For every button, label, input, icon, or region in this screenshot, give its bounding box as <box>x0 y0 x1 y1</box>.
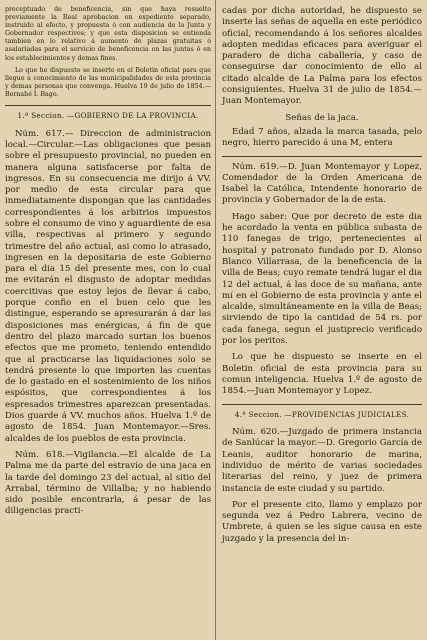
entry-618: Núm. 618.—Vigilancia.—El alcalde de La Palma me da parte del estravío de una jaca en la tarde del domingo 23 del actual, al sitio del Arrabal, término de Villalba; y no habiendo sido posible encontrarla, á pesar de las diligencias practi- <box>5 449 211 517</box>
entry-619: Núm. 619.—D. Juan Montemayor y Lopez, Comendador de la Orden Americana de Isabel la Católica, Intendente honorario de provincia y Gobernador de la de esta. <box>222 161 422 206</box>
entry-619-body: Hago saber: Que por decreto de este dia he acordado la venta en pública subasta de 110 fanegas de trigo, pertenecientes al hospital y patronato fundado por D. Alonso Blanco Villarrasa, de la beneficencia de la villa de Beas; cuyo remate tendrá lugar el dia 12 del actual, á las doce de su mañana, ante mí en el Gobierno de esta provincia y ante el alcalde, simultáneamente en la villa de Beas; sirviendo de tipo la cantidad de 54 rs. por cada fanega, segun el justiprecio verificado por los peritos. <box>222 211 422 347</box>
entry-619-closing: Lo que he dispuesto se inserte en el Boletin oficial de esta provincia para su comun inteligencia. Huelva 1.º de agosto de 1854.—Juan Montemayor y Lopez. <box>222 352 422 397</box>
section-heading-gobierno: 1.ª Seccion. —GOBIERNO DE LA PROVINCIA. <box>17 111 199 121</box>
left-column <box>5 6 211 523</box>
divider <box>5 105 211 106</box>
entry-618-continuation: cadas por dicha autoridad, he dispuesto se inserte las señas de aquella en este periódico oficial, recomendando á los señores alcaldes adopten medidas eficaces para averiguar el paradero de dicha caballería, y caso de conseguirse dar conocimiento de ello al citado alcalde de La Palma para los efectos consiguientes. Huelva 31 de julio de 1854.—Juan Montemayor. <box>222 6 422 107</box>
column-divider <box>215 0 216 640</box>
top-notice: preceptuado de beneficencia, sin que haya resuelto previamente la Real aprobacion en expediente separado, instruido al efecto, y propuesta ó con audiencia de la Junta y Gobernador respectivos; y que esta disposicion se entienda tambien en lo relativo á aumento de plazas gratuitas ó asalariadas para el servicio de beneficencia en las juntas ó en los establecimientos y demas fines. <box>5 6 211 62</box>
entry-620: Núm. 620.—Juzgado de primera instancia de Sanlúcar la mayor.—D. Gregorio García de Leanis, auditor honorario de marina, individuo de mérito de varias sociedades literarias del reino, y juez de primera instancia de este ciudad y su partido. <box>222 427 422 494</box>
senas-heading: Señas de la jaca. <box>285 112 359 123</box>
top-notice-signature: Lo que he dispuesto se inserte en el Boletin oficial para que llegue á conocimiento de las municipalidades de esta provincia y demas personas que convenga. Huelva 19 de julio de 1854.—Bernabé I. Bago. <box>5 66 211 98</box>
senas-text: Edad 7 años, alzada la marca tasada, pelo negro, hierro parecido á una M, entera <box>222 126 422 149</box>
divider <box>222 156 422 157</box>
entry-620-body: Por el presente cito, llamo y emplazo por segunda vez á Pedro Labrera, vecino de Umbrete, á quien se les sigue causa en este juzgado y la presencia del in- <box>222 499 422 544</box>
entry-617: Núm. 617.— Direccion de administracion local.—Circular.—Las obligaciones que pesan sobre el presupuesto provincial, no pueden en manera alguna satisfacerse por falta de ingresos. En su consecuencia me dirijo á VV. por medio de esta circular para que inmediatamente dispongan que las cantidades correspondientes á los arbitrios impuestos sobre el consumo de vino y aguardiente de esa villa, respectivas al primero y segundo trimestre del año actual, asi como lo atrasado, ingresen en la depositaria de este Gobierno para el dia 15 del presente mes, con lo cual me evitarán el disgusto de adoptar medidas coercitivas que estoy lejos de llevar á cabo, porque confio en el buen celo que les distingue, esperando se apresurarán á dar las disposiciones mas enérgicas, á fin de que dentro del plazo marcado surtan los buenos efectos que me prometo, teniendo entendido que al practicarse las liquidaciones solo se tendrá presente lo que importen las cuentas de lo gastado en el sostenimiento de los niños espósitos, que correspondientes á los espresados trimestres aparezcan presentadas. Dios guarde á VV. muchos años. Huelva 1.º de agosto de 1854. Juan Montemayor.—Sres. alcaldes de los pueblos de esta provincia. <box>5 128 211 444</box>
section-heading-judiciales: 4.ª Seccion. —PROVIDENCIAS JUDICIALES. <box>234 409 410 419</box>
right-column <box>222 6 422 550</box>
divider <box>222 404 422 405</box>
